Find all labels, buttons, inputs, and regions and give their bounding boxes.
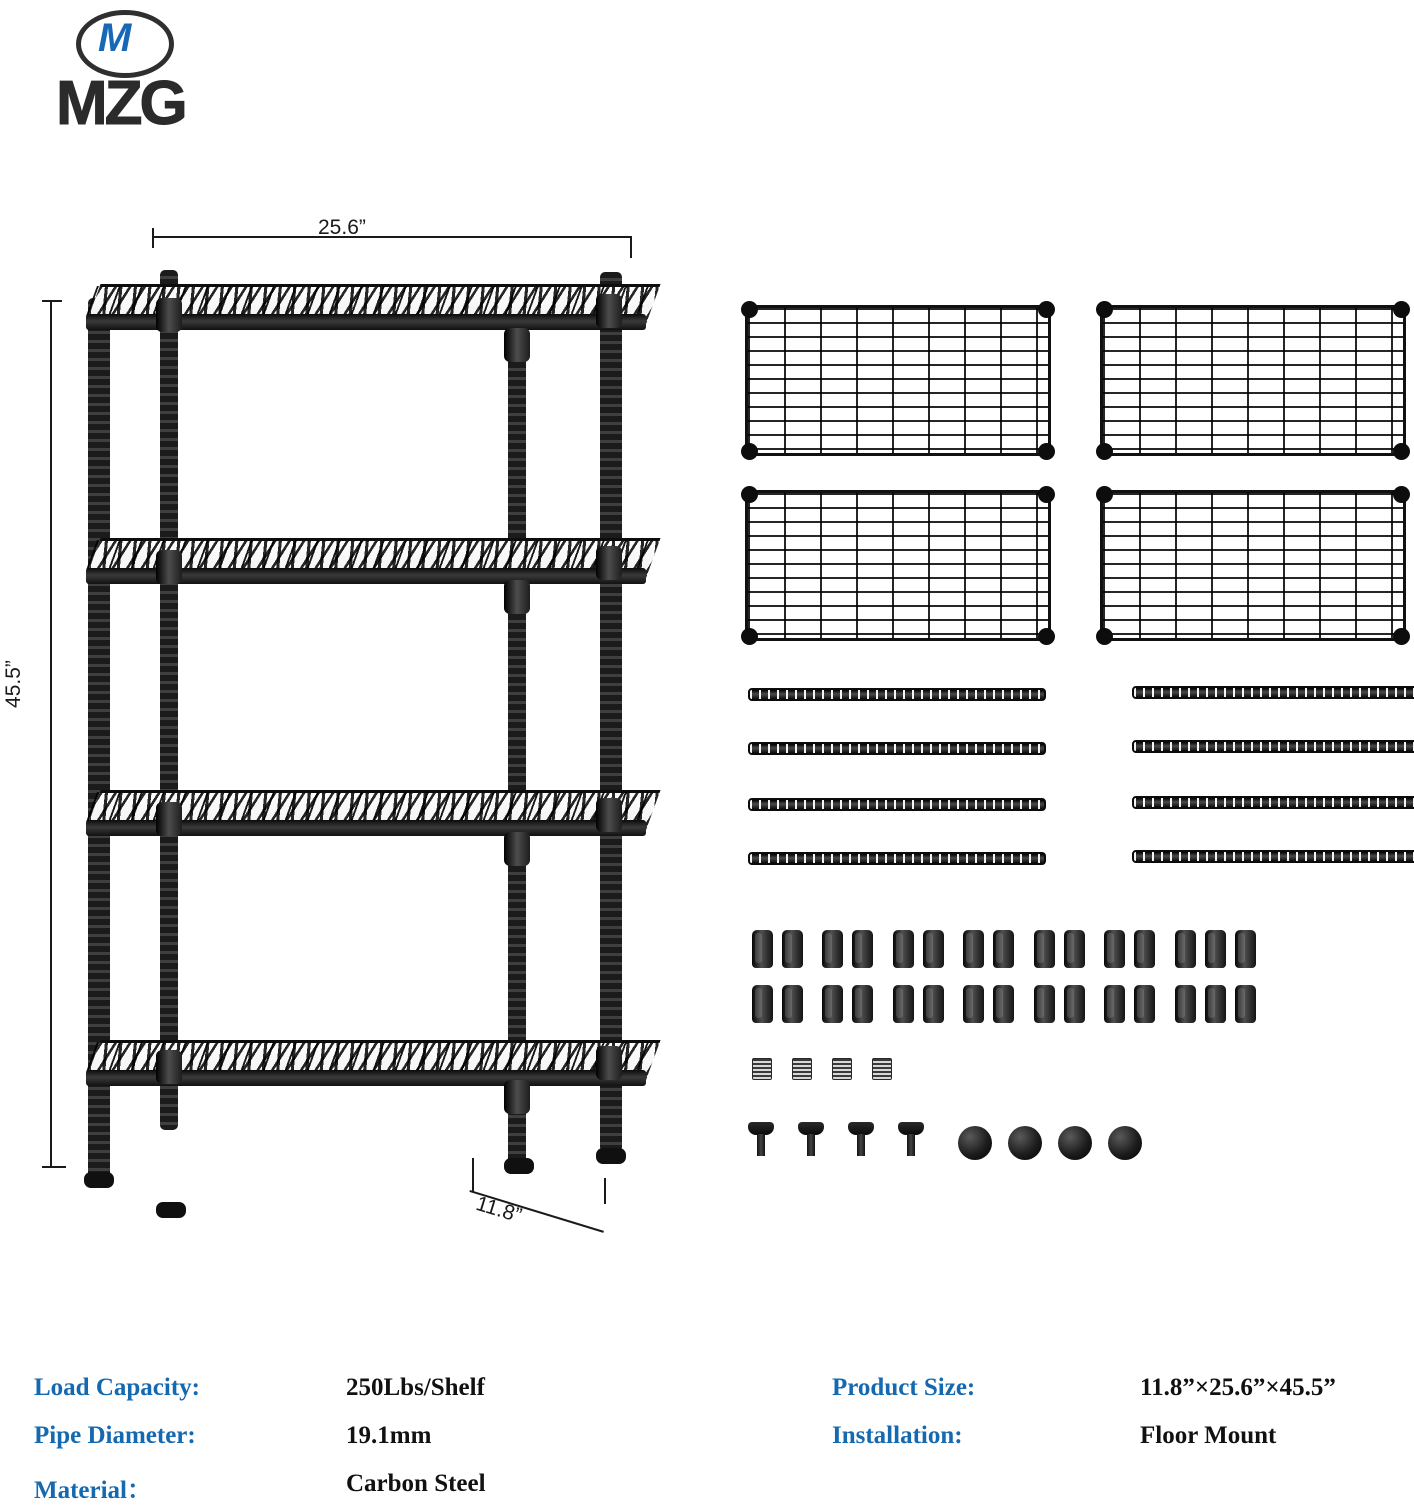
assembled-rack-illustration (60, 250, 680, 1240)
spec-key-load-capacity: Load Capacity: (34, 1374, 200, 1401)
part-pole-1 (748, 688, 1046, 701)
part-sleeve-27 (1104, 985, 1125, 1023)
depth-dimension-label: 11.8” (473, 1192, 525, 1228)
shelf-panel-corner (741, 443, 758, 460)
shelf-panel-corner (1038, 443, 1055, 460)
shelf-panel-corner (741, 486, 758, 503)
height-dimension-label: 45.5” (1, 660, 25, 708)
part-clip-4 (872, 1058, 892, 1080)
shelf-panel-corner (1393, 486, 1410, 503)
height-dimension-tick-top (42, 300, 62, 302)
spec-value-installation: Floor Mount (1140, 1422, 1277, 1449)
rack-post-front-right (600, 272, 622, 1152)
shelf-panel-corner (1096, 443, 1113, 460)
shelf-panel-corner (1393, 443, 1410, 460)
shelf-panel-corner (741, 628, 758, 645)
height-dimension-line (50, 300, 52, 1168)
rack-foot-rear-right (504, 1158, 534, 1174)
rack-foot-front-right (596, 1148, 626, 1164)
part-sleeve-9 (1034, 930, 1055, 968)
part-sleeve-3 (822, 930, 843, 968)
part-sleeve-2 (782, 930, 803, 968)
part-sleeve-11 (1104, 930, 1125, 968)
brand-wordmark: MZG (56, 69, 185, 138)
part-shelf-panel-3 (745, 490, 1051, 641)
shelf-panel-corner (1038, 301, 1055, 318)
shelf-panel-corner (1096, 486, 1113, 503)
part-sleeve-19 (822, 985, 843, 1023)
part-pole-5 (748, 798, 1046, 811)
rack-foot-front-left (84, 1172, 114, 1188)
screw-shaft (757, 1134, 765, 1156)
rack-collar-2b (504, 580, 530, 614)
spec-key-material: Material： (34, 1477, 153, 1504)
part-sleeve-28 (1134, 985, 1155, 1023)
shelf-panel-corner (1038, 628, 1055, 645)
part-sleeve-25 (1034, 985, 1055, 1023)
rack-collar-3b (504, 832, 530, 866)
rack-post-rear-right (508, 308, 526, 1168)
part-leveling-screw-2 (798, 1122, 824, 1156)
rack-foot-rear-left (156, 1202, 186, 1218)
part-pole-2 (1132, 686, 1414, 699)
rack-post-rear-left (160, 270, 178, 1130)
part-leveling-screw-4 (898, 1122, 924, 1156)
part-pole-3 (748, 742, 1046, 755)
spec-key-installation: Installation: (832, 1422, 963, 1449)
part-sleeve-22 (923, 985, 944, 1023)
shelf-panel-corner (741, 301, 758, 318)
spec-table (0, 1358, 1414, 1504)
part-pole-6 (1132, 796, 1414, 809)
screw-shaft (907, 1134, 915, 1156)
part-sleeve-20 (852, 985, 873, 1023)
spec-key-product-size: Product Size: (832, 1374, 976, 1401)
part-sleeve-17 (752, 985, 773, 1023)
part-shelf-panel-1 (745, 305, 1051, 456)
part-wheel-1 (958, 1126, 992, 1160)
logo-glyph: M (98, 16, 132, 60)
part-wheel-2 (1008, 1126, 1042, 1160)
part-sleeve-16 (1235, 930, 1256, 968)
part-clip-3 (832, 1058, 852, 1080)
part-shelf-panel-2 (1100, 305, 1406, 456)
spec-value-load-capacity: 250Lbs/Shelf (346, 1374, 485, 1401)
brand-logo (28, 10, 228, 138)
width-dimension-label: 25.6” (318, 216, 366, 239)
part-sleeve-23 (963, 985, 984, 1023)
rack-collar-2c (596, 546, 622, 580)
shelf-panel-corner (1393, 628, 1410, 645)
part-sleeve-7 (963, 930, 984, 968)
rack-collar-3c (596, 798, 622, 832)
screw-shaft (807, 1134, 815, 1156)
spec-value-material: Carbon Steel (346, 1470, 486, 1497)
part-pole-7 (748, 852, 1046, 865)
width-dimension-line (152, 236, 632, 238)
part-pole-4 (1132, 740, 1414, 753)
part-sleeve-13 (1175, 930, 1196, 968)
parts-breakdown-illustration (730, 290, 1410, 1190)
rack-collar-2a (156, 550, 182, 584)
spec-key-pipe-diameter: Pipe Diameter: (34, 1422, 196, 1449)
part-sleeve-1 (752, 930, 773, 968)
part-leveling-screw-3 (848, 1122, 874, 1156)
part-clip-1 (752, 1058, 772, 1080)
part-sleeve-24 (993, 985, 1014, 1023)
part-pole-8 (1132, 850, 1414, 863)
part-sleeve-15 (1205, 930, 1226, 968)
part-sleeve-21 (893, 985, 914, 1023)
spec-value-pipe-diameter: 19.1mm (346, 1422, 432, 1449)
part-wheel-3 (1058, 1126, 1092, 1160)
width-dimension-tick-left (152, 228, 154, 248)
part-sleeve-5 (893, 930, 914, 968)
part-sleeve-8 (993, 930, 1014, 968)
part-sleeve-31 (1205, 985, 1226, 1023)
spec-value-product-size: 11.8”×25.6”×45.5” (1140, 1374, 1336, 1401)
rack-collar-4a (156, 1050, 182, 1084)
part-leveling-screw-1 (748, 1122, 774, 1156)
part-sleeve-12 (1134, 930, 1155, 968)
rack-collar-1c (596, 294, 622, 328)
rack-collar-1b (504, 328, 530, 362)
rack-collar-1a (156, 298, 182, 332)
part-sleeve-26 (1064, 985, 1085, 1023)
part-sleeve-29 (1175, 985, 1196, 1023)
rack-collar-4b (504, 1080, 530, 1114)
part-wheel-4 (1108, 1126, 1142, 1160)
shelf-panel-corner (1096, 301, 1113, 318)
part-sleeve-18 (782, 985, 803, 1023)
part-sleeve-10 (1064, 930, 1085, 968)
rack-collar-3a (156, 802, 182, 836)
mzg-logo-icon (76, 10, 172, 74)
part-clip-2 (792, 1058, 812, 1080)
part-sleeve-32 (1235, 985, 1256, 1023)
shelf-panel-corner (1096, 628, 1113, 645)
shelf-panel-corner (1393, 301, 1410, 318)
part-shelf-panel-4 (1100, 490, 1406, 641)
screw-shaft (857, 1134, 865, 1156)
rack-collar-4c (596, 1046, 622, 1080)
shelf-panel-corner (1038, 486, 1055, 503)
part-sleeve-6 (923, 930, 944, 968)
part-sleeve-4 (852, 930, 873, 968)
